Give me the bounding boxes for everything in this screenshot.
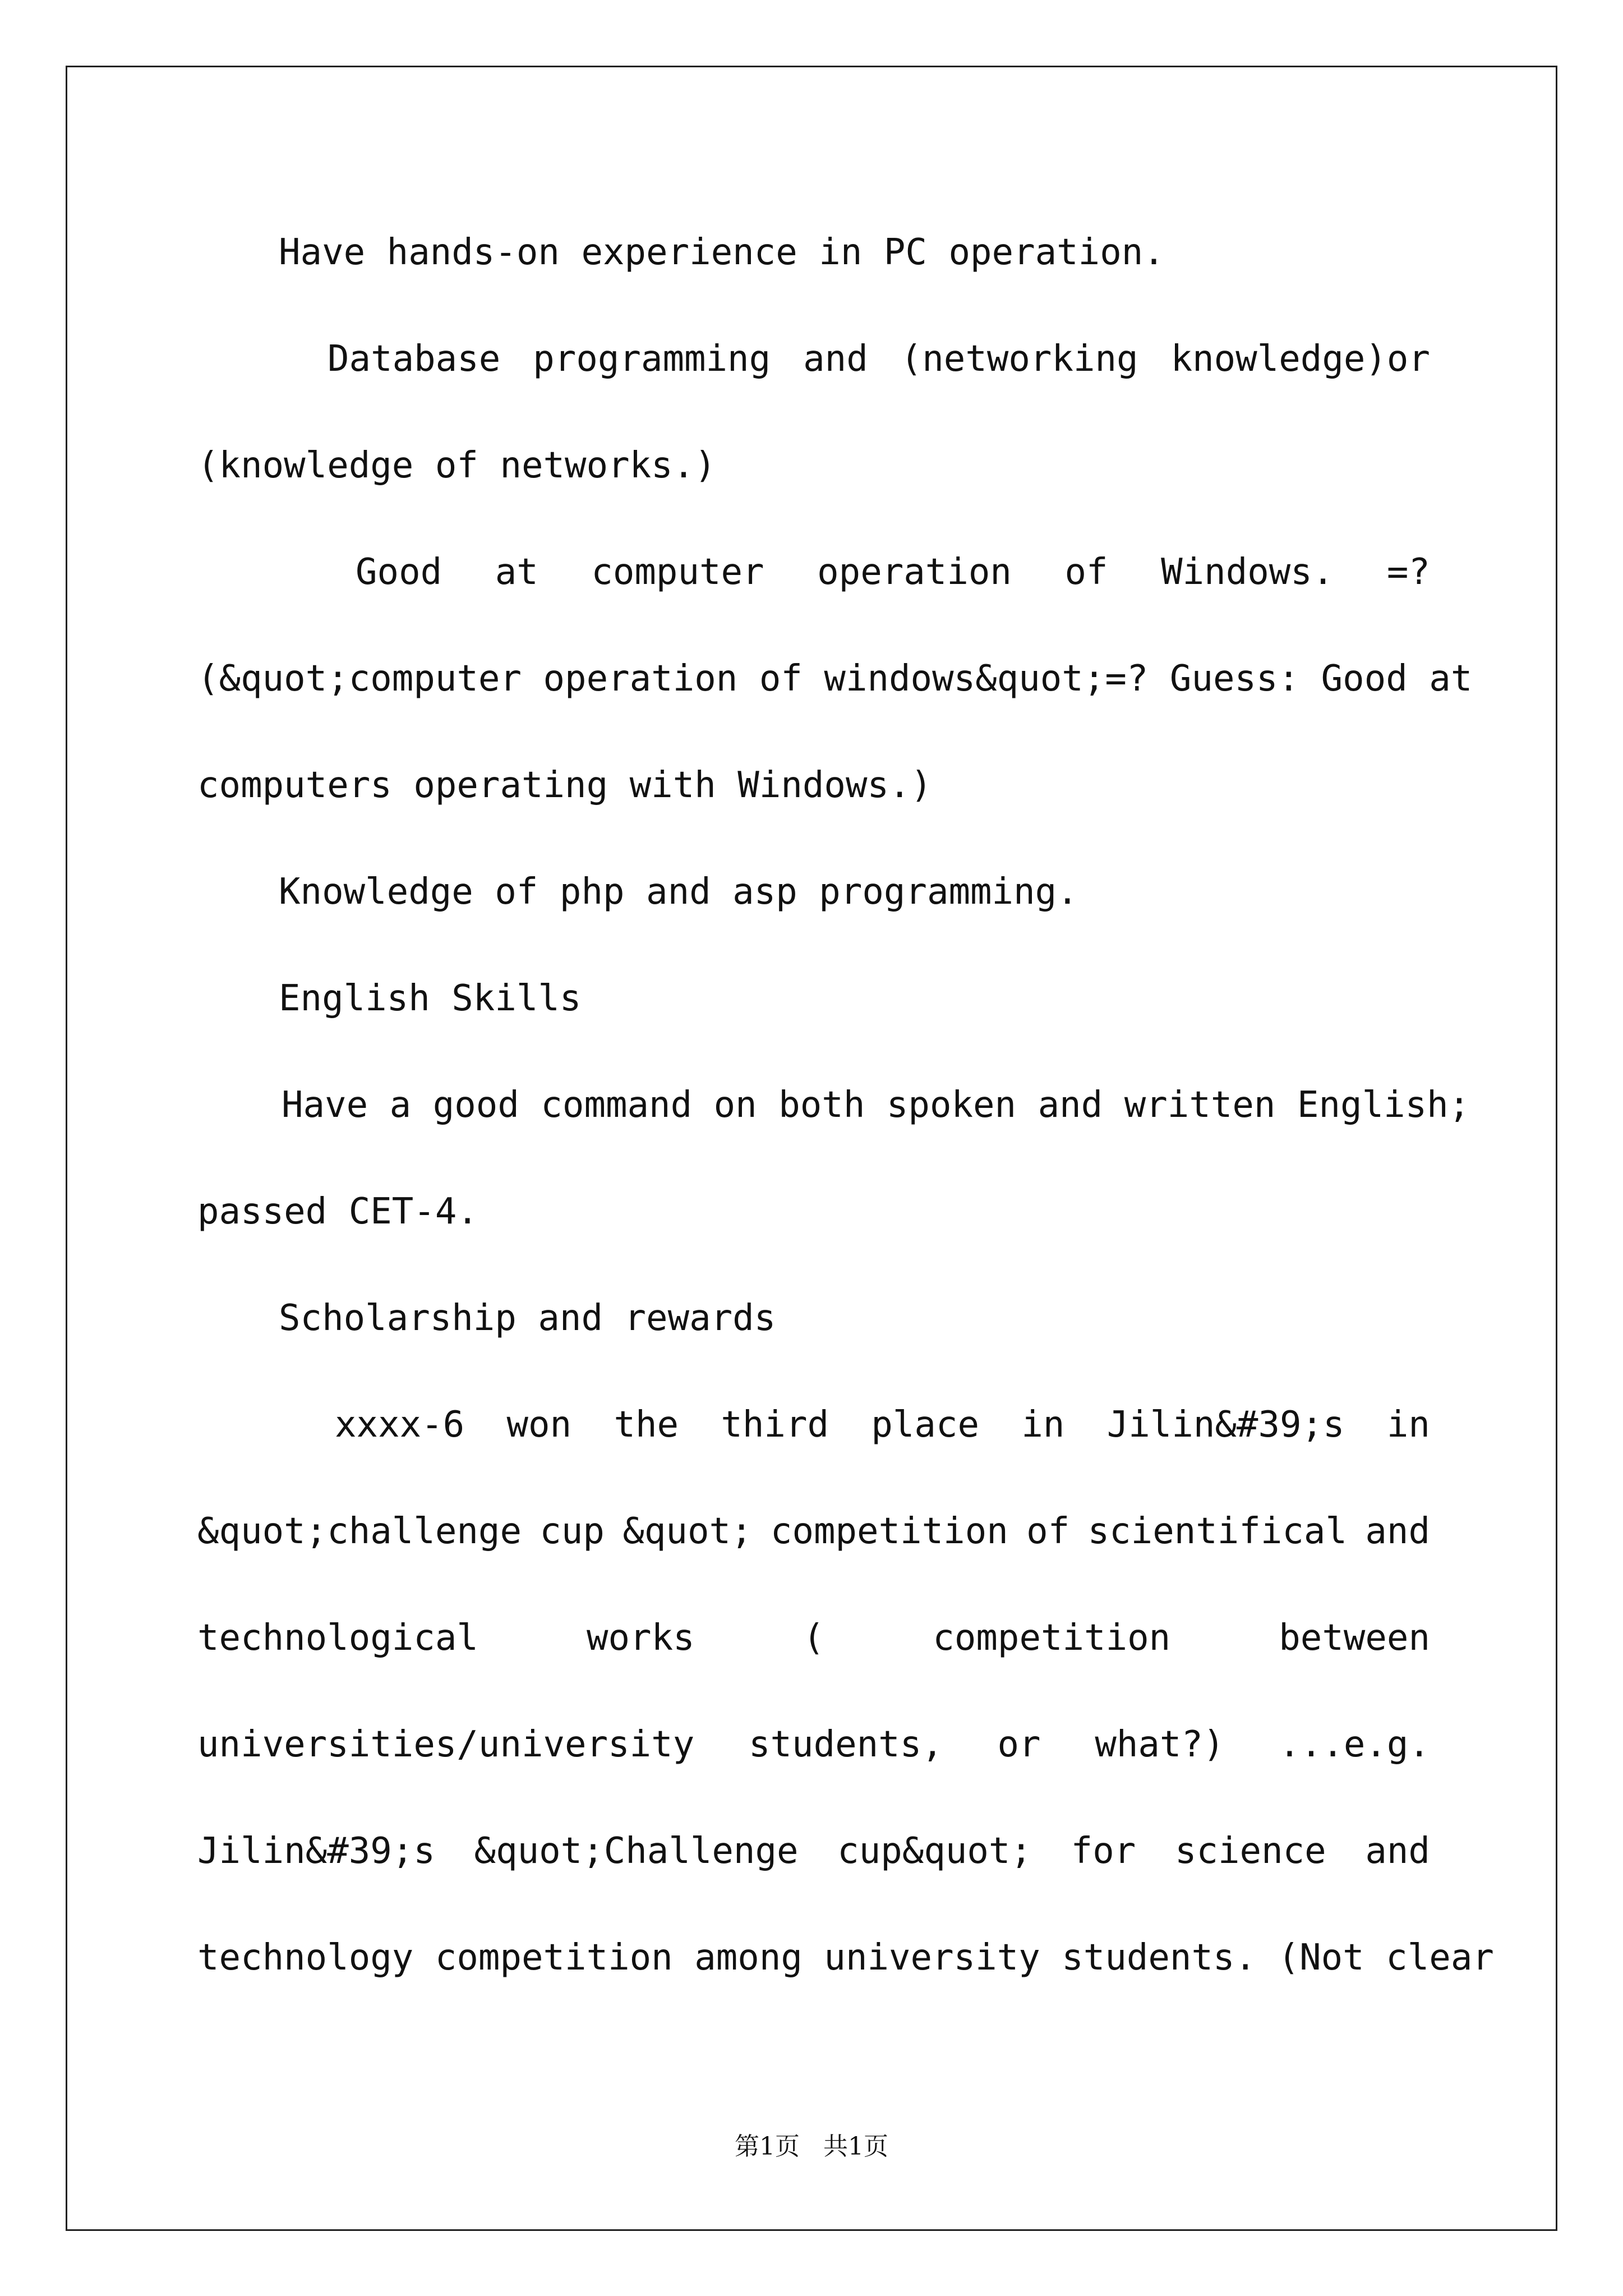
word: Good	[356, 551, 442, 593]
word: cup&quot;	[837, 1830, 1032, 1872]
word: of	[1026, 1511, 1070, 1552]
page-total: 共1页	[823, 2132, 888, 2161]
word: in	[1386, 1404, 1430, 1446]
word: works	[586, 1617, 695, 1659]
word: or	[997, 1724, 1041, 1765]
word: at	[495, 551, 538, 593]
text-line-justified	[197, 1711, 1430, 1818]
word: =?	[1386, 551, 1430, 593]
word: computer	[591, 551, 764, 593]
word: and	[1365, 1830, 1430, 1872]
word: knowledge)or	[1170, 338, 1430, 380]
word: universities/university	[197, 1724, 695, 1765]
word: of	[1064, 551, 1108, 593]
word: in	[1021, 1404, 1065, 1446]
text-line: Knowledge of php and asp programming.	[279, 871, 1078, 913]
text-line: (knowledge of networks.)	[197, 445, 716, 486]
word: for	[1071, 1830, 1136, 1872]
word: between	[1279, 1617, 1430, 1659]
word: cup	[540, 1511, 605, 1552]
word: competition	[933, 1617, 1171, 1659]
text-line: Have a good command on both spoken and written English;	[282, 1084, 1470, 1126]
word: the	[614, 1404, 679, 1446]
text-line-justified	[197, 325, 1430, 432]
text-line-justified	[197, 1391, 1430, 1498]
text-line: technology competition among university students. (Not clear	[197, 1937, 1494, 1978]
section-heading: English Skills	[279, 978, 582, 1019]
word: place	[871, 1404, 979, 1446]
word: (	[803, 1617, 825, 1659]
text-line-justified	[197, 1604, 1430, 1711]
word: technological	[197, 1617, 478, 1659]
word: &quot;	[623, 1511, 753, 1552]
word: Jilin&#39;s	[1106, 1404, 1345, 1446]
word: and	[803, 338, 868, 380]
text-line-justified	[197, 1498, 1430, 1604]
word: Windows.	[1161, 551, 1334, 593]
page-footer	[0, 2126, 1623, 2162]
text-line: Have hands-on experience in PC operation.	[279, 232, 1165, 273]
word: &quot;challenge	[197, 1511, 522, 1552]
document-body	[197, 219, 1494, 2031]
text-line-justified	[197, 539, 1430, 645]
word: (networking	[900, 338, 1138, 380]
word: ...e.g.	[1279, 1724, 1430, 1765]
word: science	[1174, 1830, 1326, 1872]
page-number: 第1页	[735, 2132, 800, 2161]
word: Jilin&#39;s	[197, 1830, 435, 1872]
word: operation	[817, 551, 1012, 593]
word: students,	[748, 1724, 943, 1765]
text-line: (&quot;computer operation of windows&quot;=? Guess: Good at	[197, 658, 1473, 700]
word: and	[1365, 1511, 1430, 1552]
text-line: passed CET-4.	[197, 1191, 478, 1232]
word: competition	[770, 1511, 1008, 1552]
word: third	[721, 1404, 829, 1446]
word: xxxx-6	[335, 1404, 465, 1446]
word: &quot;Challenge	[474, 1830, 799, 1872]
word: what?)	[1095, 1724, 1225, 1765]
text-line-justified	[197, 1818, 1430, 1924]
word: scientifical	[1087, 1511, 1347, 1552]
section-heading: Scholarship and rewards	[279, 1297, 776, 1339]
word: programming	[533, 338, 771, 380]
word: won	[506, 1404, 572, 1446]
word: Database	[328, 338, 501, 380]
text-line: computers operating with Windows.)	[197, 765, 933, 806]
